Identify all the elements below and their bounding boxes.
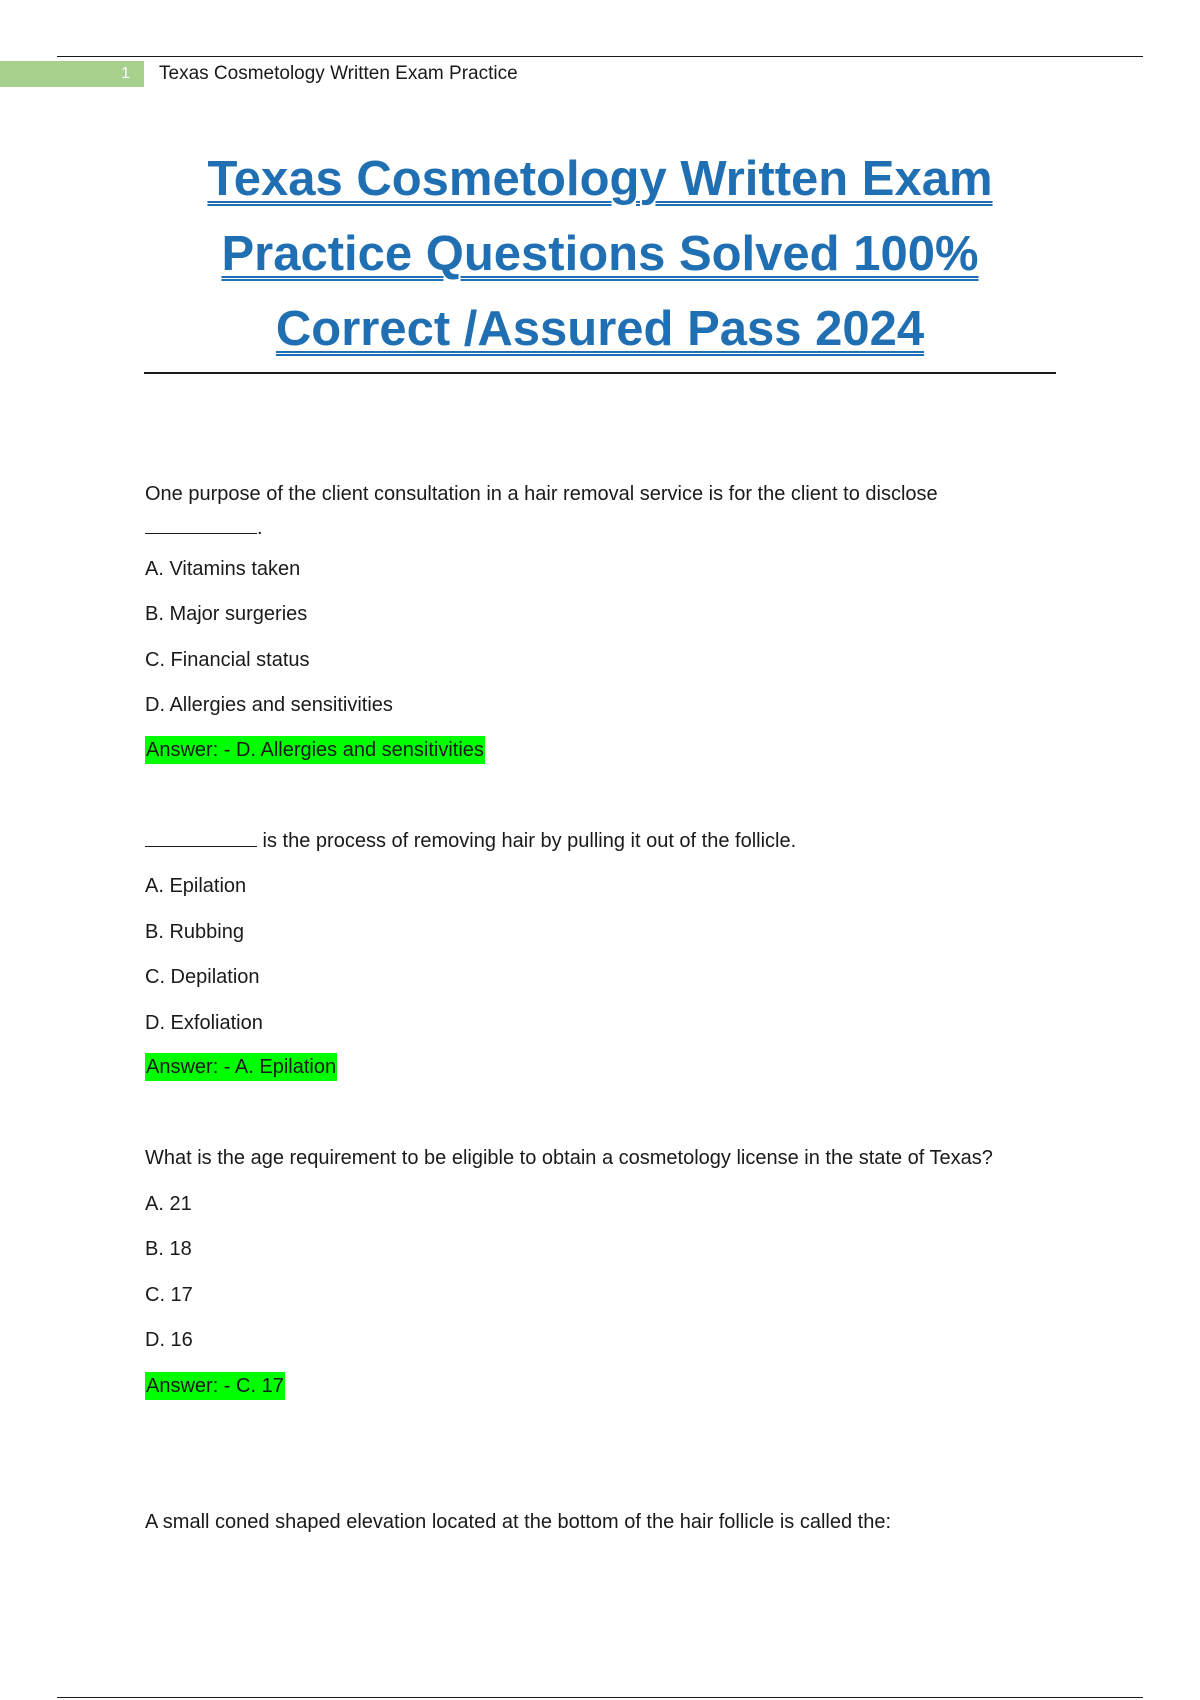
document-title <box>144 142 1056 367</box>
question-1-answer-row <box>145 736 485 764</box>
footer-rule <box>57 1697 1143 1698</box>
question-1-option-b: B. Major surgeries <box>145 603 308 625</box>
question-3-text: What is the age requirement to be eligible to obtain a cosmetology license in the state of Texas? <box>145 1147 993 1169</box>
question-1-option-a: A. Vitamins taken <box>145 558 301 580</box>
header-rule <box>57 56 1143 57</box>
question-1-blank <box>145 514 263 542</box>
question-3-option-b: B. 18 <box>145 1238 192 1260</box>
question-3-option-c: C. 17 <box>145 1284 193 1306</box>
title-line-3: Correct /Assured Pass 2024 <box>275 302 925 356</box>
answer-blank <box>145 515 257 534</box>
question-1-answer: Answer: - D. Allergies and sensitivities <box>145 736 485 764</box>
question-1-continuation: . <box>257 517 263 539</box>
question-3-answer-row <box>145 1372 285 1400</box>
answer-blank <box>145 828 257 847</box>
title-line-1: Texas Cosmetology Written Exam <box>207 152 993 206</box>
question-2-text-row <box>145 827 796 855</box>
question-2-answer: Answer: - A. Epilation <box>145 1053 337 1081</box>
question-2-text: is the process of removing hair by pulling it out of the follicle. <box>257 830 797 852</box>
question-3-answer: Answer: - C. 17 <box>145 1372 285 1400</box>
page-number-badge: 1 <box>0 61 144 87</box>
title-rule <box>144 372 1056 374</box>
question-2-option-b: B. Rubbing <box>145 921 244 943</box>
question-4-text: A small coned shaped elevation located at the bottom of the hair follicle is called the: <box>145 1511 892 1533</box>
question-3-option-a: A. 21 <box>145 1193 192 1215</box>
running-header-title: Texas Cosmetology Written Exam Practice <box>159 63 518 84</box>
question-2-option-a: A. Epilation <box>145 875 247 897</box>
question-2-option-d: D. Exfoliation <box>145 1012 263 1034</box>
title-line-2: Practice Questions Solved 100% <box>221 227 979 281</box>
question-1-text: One purpose of the client consultation in a hair removal service is for the client to disclose <box>145 483 938 505</box>
question-3-option-d: D. 16 <box>145 1329 193 1351</box>
question-2-option-c: C. Depilation <box>145 966 260 988</box>
question-2-answer-row <box>145 1053 337 1081</box>
question-1-option-d: D. Allergies and sensitivities <box>145 694 393 716</box>
question-1-option-c: C. Financial status <box>145 649 310 671</box>
